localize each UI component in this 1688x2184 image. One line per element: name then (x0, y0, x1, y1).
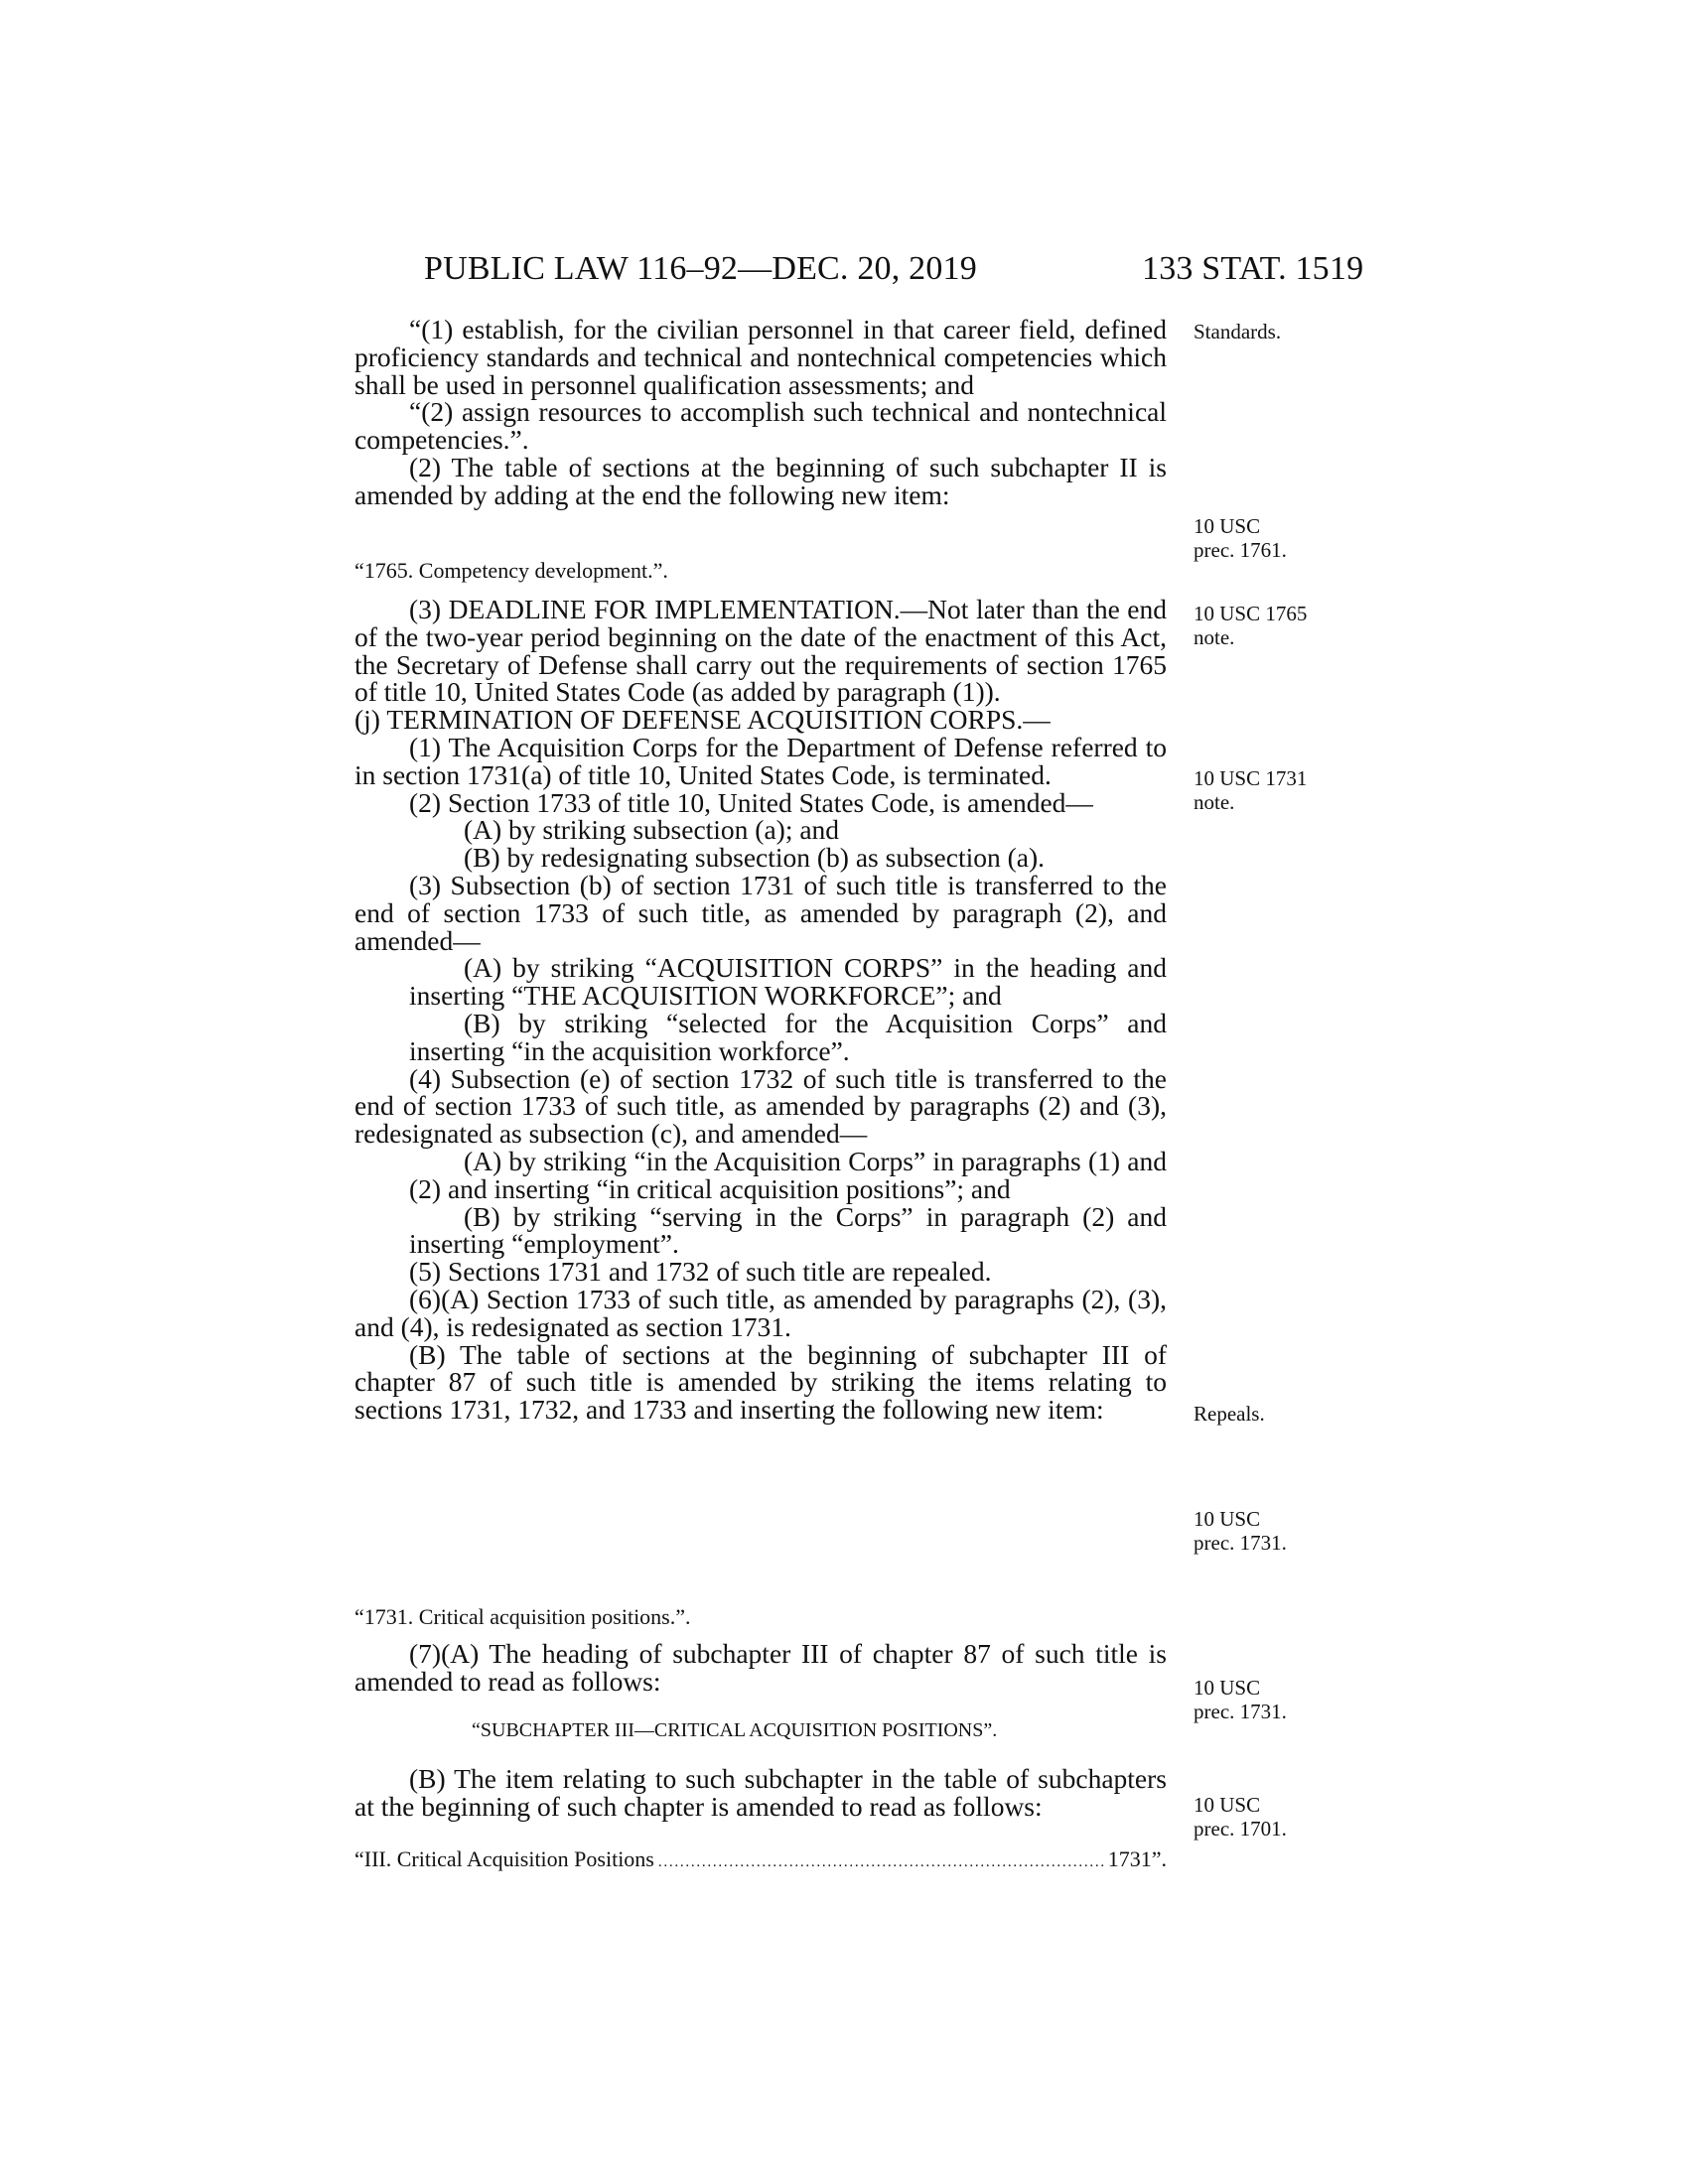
text-block-2 (354, 596, 1167, 1424)
margin-note-prec-1731-b: 10 USC prec. 1731. (1194, 1676, 1287, 1723)
paragraph: (B) The item relating to such subchapter in the table of subchapters at the beginning of such chapter is amended to read as follows: (354, 1763, 1167, 1822)
subparagraph: (B) by striking “serving in the Corps” in paragraph (2) and inserting “employment”. (409, 1200, 1167, 1260)
new-section-item: “1731. Critical acquisition positions.”. (354, 1604, 691, 1629)
subsection-heading: (j) TERMINATION OF DEFENSE ACQUISITION CORPS.— (354, 704, 1051, 736)
margin-note-repeals: Repeals. (1194, 1402, 1265, 1426)
subparagraph: (B) by striking “selected for the Acquisition Corps” and inserting “in the acquisition workforce”. (409, 1007, 1167, 1066)
margin-note-prec-1731: 10 USC prec. 1731. (1194, 1507, 1287, 1555)
subparagraph: (A) by striking subsection (a); and (464, 814, 840, 846)
text-block-1 (354, 316, 1167, 509)
paragraph: (1) The Acquisition Corps for the Department of Defense referred to in section 1731(a) of title 10, United States Code, is terminated. (354, 731, 1167, 790)
subparagraph: (A) by striking “in the Acquisition Corps” in paragraphs (1) and (2) and inserting “in critical acquisition positions”; and (409, 1145, 1167, 1204)
text-block-3 (354, 1640, 1167, 1696)
paragraph: (4) Subsection (e) of section 1732 of such title is transferred to the end of section 1733 of such title, as amended by paragraphs (2) and (3), redesignated as subsection (c), and amended— (354, 1062, 1167, 1150)
subparagraph: (A) by striking “ACQUISITION CORPS” in the heading and inserting “THE ACQUISITION WORKFORCE”; and (409, 952, 1167, 1012)
paragraph: (2) The table of sections at the beginning of such subchapter II is amended by adding at the end the following new item: (354, 451, 1167, 510)
toc-entry (354, 1846, 1167, 1872)
paragraph: (6)(A) Section 1733 of such title, as amended by paragraphs (2), (3), and (4), is redesignated as section 1731. (354, 1283, 1167, 1342)
subchapter-heading: “SUBCHAPTER III—CRITICAL ACQUISITION POSITIONS”. (472, 1719, 998, 1741)
paragraph: (7)(A) The heading of subchapter III of chapter 87 of such title is amended to read as follows: (354, 1638, 1167, 1697)
toc-entry-label: “III. Critical Acquisition Positions (354, 1846, 654, 1871)
paragraph: “(2) assign resources to accomplish such technical and nontechnical competencies.”. (354, 396, 1167, 456)
running-header-page: 133 STAT. 1519 (1142, 250, 1364, 287)
new-section-item: “1765. Competency development.”. (354, 558, 668, 583)
text-block-4 (354, 1765, 1167, 1821)
running-header-title: PUBLIC LAW 116–92—DEC. 20, 2019 (424, 250, 977, 287)
margin-note-1731-note: 10 USC 1731 note. (1194, 766, 1308, 814)
paragraph: (5) Sections 1731 and 1732 of such title are repealed. (409, 1256, 992, 1288)
paragraph: (3) DEADLINE FOR IMPLEMENTATION.—Not later than the end of the two-year period beginning on the date of the enactment of this Act, the Secretary of Defense shall carry out the requirements of section 1765 of title 10, United States Code (as added by paragraph (1)). (354, 594, 1167, 708)
paragraph: “(1) establish, for the civilian personnel in that career field, defined proficiency standards and technical and nontechnical competencies which shall be used in personnel qualification assessments; and (354, 314, 1167, 400)
dot-leader (658, 1846, 1104, 1872)
subparagraph: (B) by redesignating subsection (b) as subsection (a). (464, 842, 1045, 874)
margin-note-prec-1761: 10 USC prec. 1761. (1194, 514, 1287, 562)
paragraph: (B) The table of sections at the beginning of subchapter III of chapter 87 of such title is amended by striking the items relating to sections 1731, 1732, and 1733 and inserting the following new item: (354, 1338, 1167, 1426)
margin-note-prec-1701: 10 USC prec. 1701. (1194, 1793, 1287, 1841)
toc-entry-page: 1731”. (1107, 1846, 1167, 1871)
paragraph: (3) Subsection (b) of section 1731 of such title is transferred to the end of section 1733 of such title, as amended by paragraph (2), and amended— (354, 869, 1167, 956)
paragraph: (2) Section 1733 of title 10, United States Code, is amended— (409, 786, 1093, 818)
margin-note-standards: Standards. (1194, 320, 1282, 343)
margin-note-1765-note: 10 USC 1765 note. (1194, 602, 1308, 649)
